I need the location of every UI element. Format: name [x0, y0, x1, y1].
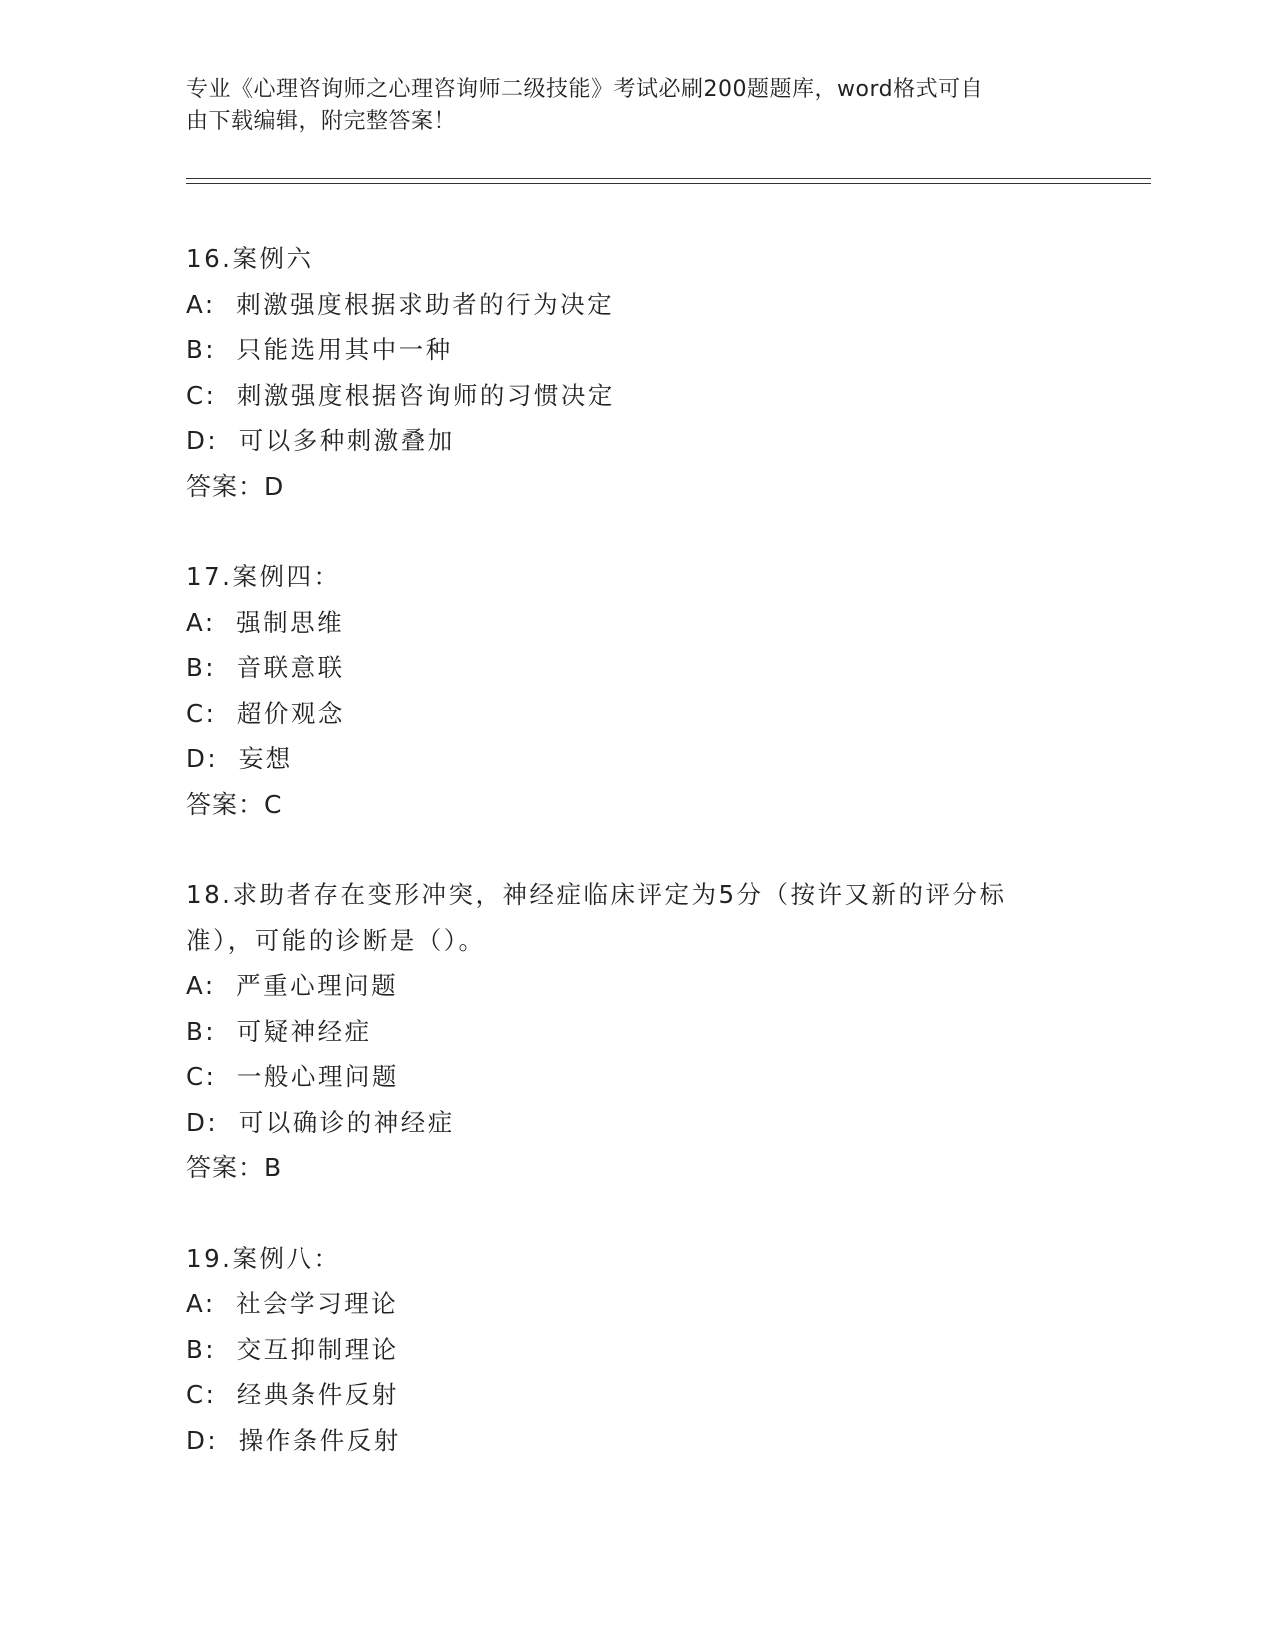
option-a: A: 社会学习理论 — [186, 1289, 399, 1318]
header-divider-top — [186, 178, 1151, 179]
option-d: D: 可以确诊的神经症 — [186, 1107, 455, 1137]
question-19 — [186, 1236, 1086, 1464]
header-divider-bottom — [186, 183, 1151, 184]
option-d: D: 妄想 — [186, 744, 293, 773]
option-c: C: 刺激强度根据咨询师的习惯决定 — [186, 380, 615, 410]
question-16 — [186, 236, 1086, 509]
answer-line: 答案：B — [186, 1153, 283, 1182]
question-stem: 16.案例六 — [186, 244, 314, 273]
question-stem-line-1: 18.求助者存在变形冲突，神经症临床评定为5分（按许又新的评分标 — [186, 880, 1007, 909]
question-stem: 17.案例四： — [186, 562, 341, 591]
option-a: A: 刺激强度根据求助者的行为决定 — [186, 289, 615, 319]
option-c: C: 经典条件反射 — [186, 1380, 399, 1409]
option-b: B: 可疑神经症 — [186, 1016, 372, 1046]
option-b: B: 音联意联 — [186, 653, 345, 682]
question-stem: 19.案例八： — [186, 1243, 341, 1273]
question-list — [186, 236, 1086, 1508]
option-b: B: 交互抑制理论 — [186, 1334, 399, 1364]
question-stem-line-2: 准），可能的诊断是（）。 — [186, 925, 486, 955]
question-17 — [186, 554, 1086, 827]
option-b: B: 只能选用其中一种 — [186, 335, 453, 364]
option-a: A: 强制思维 — [186, 607, 345, 637]
answer-line: 答案：C — [186, 789, 283, 819]
header-line-2: 由下载编辑，附完整答案！ — [186, 109, 457, 134]
answer-line: 答案：D — [186, 471, 285, 501]
option-a: A: 严重心理问题 — [186, 971, 399, 1000]
document-header — [186, 74, 1066, 138]
option-c: C: 超价观念 — [186, 698, 345, 728]
header-line-1: 专业《心理咨询师之心理咨询师二级技能》考试必刷200题题库，word格式可自 — [186, 77, 984, 102]
option-d: D: 可以多种刺激叠加 — [186, 426, 455, 455]
question-18 — [186, 872, 1086, 1191]
option-c: C: 一般心理问题 — [186, 1062, 399, 1091]
option-d: D: 操作条件反射 — [186, 1425, 401, 1455]
